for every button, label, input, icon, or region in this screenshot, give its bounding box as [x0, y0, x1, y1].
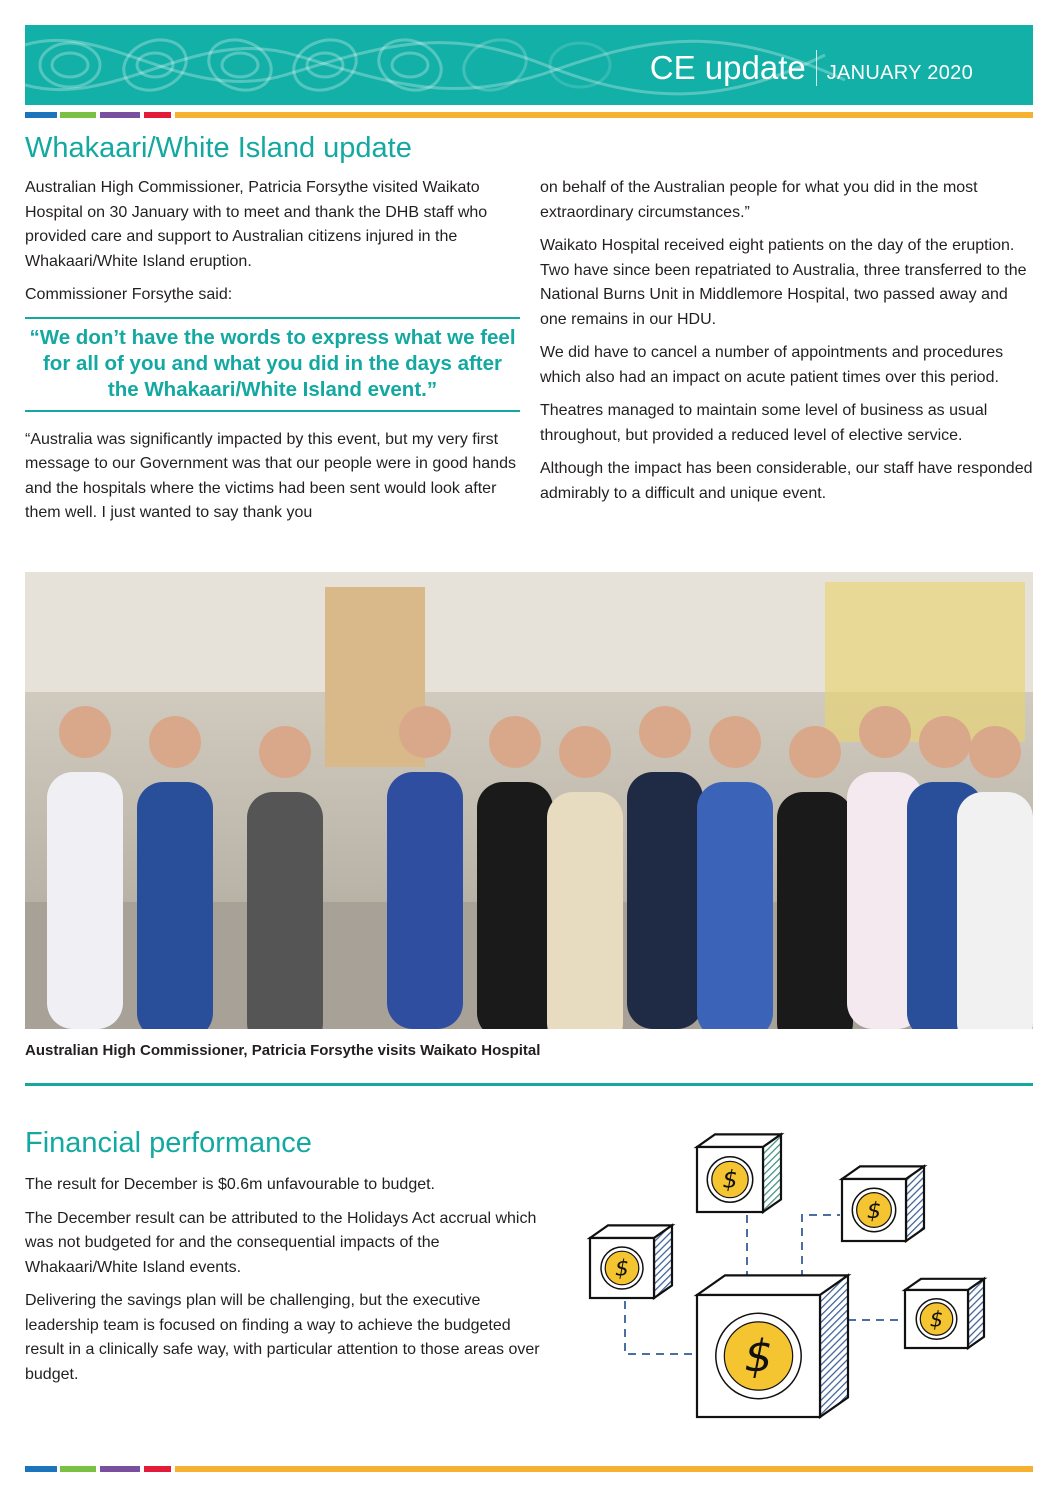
paragraph: We did have to cancel a number of appointments and procedures which also had an impact on acute patient times over this period.: [540, 344, 1004, 386]
newsletter-date: JANUARY 2020: [826, 62, 973, 84]
dollar-icon: $: [722, 1165, 738, 1194]
group-photo-illustration: [25, 572, 1033, 1029]
article-title: Whakaari/White Island update: [25, 132, 412, 164]
paragraph: The result for December is $0.6m unfavourable to budget.: [25, 1176, 435, 1193]
dollar-icon: $: [929, 1306, 944, 1332]
person-figure: [777, 792, 853, 1029]
person-head: [559, 726, 611, 778]
title-divider: [816, 50, 817, 86]
person-figure: [247, 792, 323, 1029]
person-figure: [477, 782, 553, 1029]
financial-text: [25, 1173, 545, 1396]
paragraph: Although the impact has been considerable, our staff have responded admirably to a difficult and unique event.: [540, 460, 1033, 502]
person-figure: [547, 792, 623, 1029]
person-head: [789, 726, 841, 778]
person-figure: [137, 782, 213, 1029]
section-title: Financial performance: [25, 1127, 312, 1159]
person-head: [59, 706, 111, 758]
dollar-icon: $: [866, 1197, 882, 1224]
paragraph: The December result can be attributed to the Holidays Act accrual which was not budgeted for and the consequential impacts of the Whakaari/White Island events.: [25, 1209, 537, 1276]
section-divider: [25, 1083, 1033, 1086]
person-head: [919, 716, 971, 768]
person-head: [709, 716, 761, 768]
person-head: [639, 706, 691, 758]
photo-caption: Australian High Commissioner, Patricia Forsythe visits Waikato Hospital: [25, 1042, 541, 1059]
cube-side: [820, 1275, 848, 1417]
person-figure: [627, 772, 703, 1029]
person-head: [259, 726, 311, 778]
cube-side: [654, 1225, 672, 1298]
bottom-color-bars: [25, 1466, 1033, 1472]
cube-side: [763, 1134, 781, 1212]
cube-side: [906, 1166, 924, 1241]
header-banner: [25, 25, 1033, 105]
person-head: [489, 716, 541, 768]
pull-quote: “We don’t have the words to express what we feel for all of you and what you did in the days after the Whakaari/White Island event.”: [25, 317, 520, 412]
group-photo: [25, 572, 1033, 1029]
cube-side: [968, 1279, 984, 1348]
top-color-bars: [25, 112, 1033, 118]
person-head: [969, 726, 1021, 778]
paragraph: Waikato Hospital received eight patients on the day of the eruption. Two have since been repatriated to Australia, three transferred to the National Burns Unit in Middlemore Hospital, two passed away and one remains in our HDU.: [540, 237, 1027, 328]
article-left-column: [25, 176, 520, 535]
person-figure: [47, 772, 123, 1029]
paragraph: on behalf of the Australian people for what you did in the most extraordinary circumstances.”: [540, 179, 978, 221]
paragraph: Australian High Commissioner, Patricia Forsythe visited Waikato Hospital on 30 January with to meet and thank the DHB staff who provided care and support to Australian citizens injured in the Whakaari/White Island eruption.: [25, 179, 488, 270]
money-cubes-illustration: [570, 1120, 990, 1440]
dollar-icon: $: [744, 1331, 773, 1383]
paragraph: Commissioner Forsythe said:: [25, 286, 233, 303]
person-head: [149, 716, 201, 768]
person-head: [859, 706, 911, 758]
article-right-column: [540, 176, 1035, 515]
dollar-icon: $: [615, 1256, 629, 1282]
paragraph: Theatres managed to maintain some level of business as usual throughout, but provided a reduced level of elective service.: [540, 402, 988, 444]
person-figure: [387, 772, 463, 1029]
person-figure: [957, 792, 1033, 1029]
newsletter-title: CE update: [649, 49, 806, 86]
paragraph: Delivering the savings plan will be challenging, but the executive leadership team is focused on finding a way to achieve the budgeted result in a clinically safe way, with particular attention to those areas over budget.: [25, 1292, 540, 1383]
person-head: [399, 706, 451, 758]
paragraph: “Australia was significantly impacted by this event, but my very first message to our Government was that our people were in good hands and the hospitals where the victims had been sent would look after them well. I just wanted to say thank you: [25, 430, 516, 521]
person-figure: [697, 782, 773, 1029]
